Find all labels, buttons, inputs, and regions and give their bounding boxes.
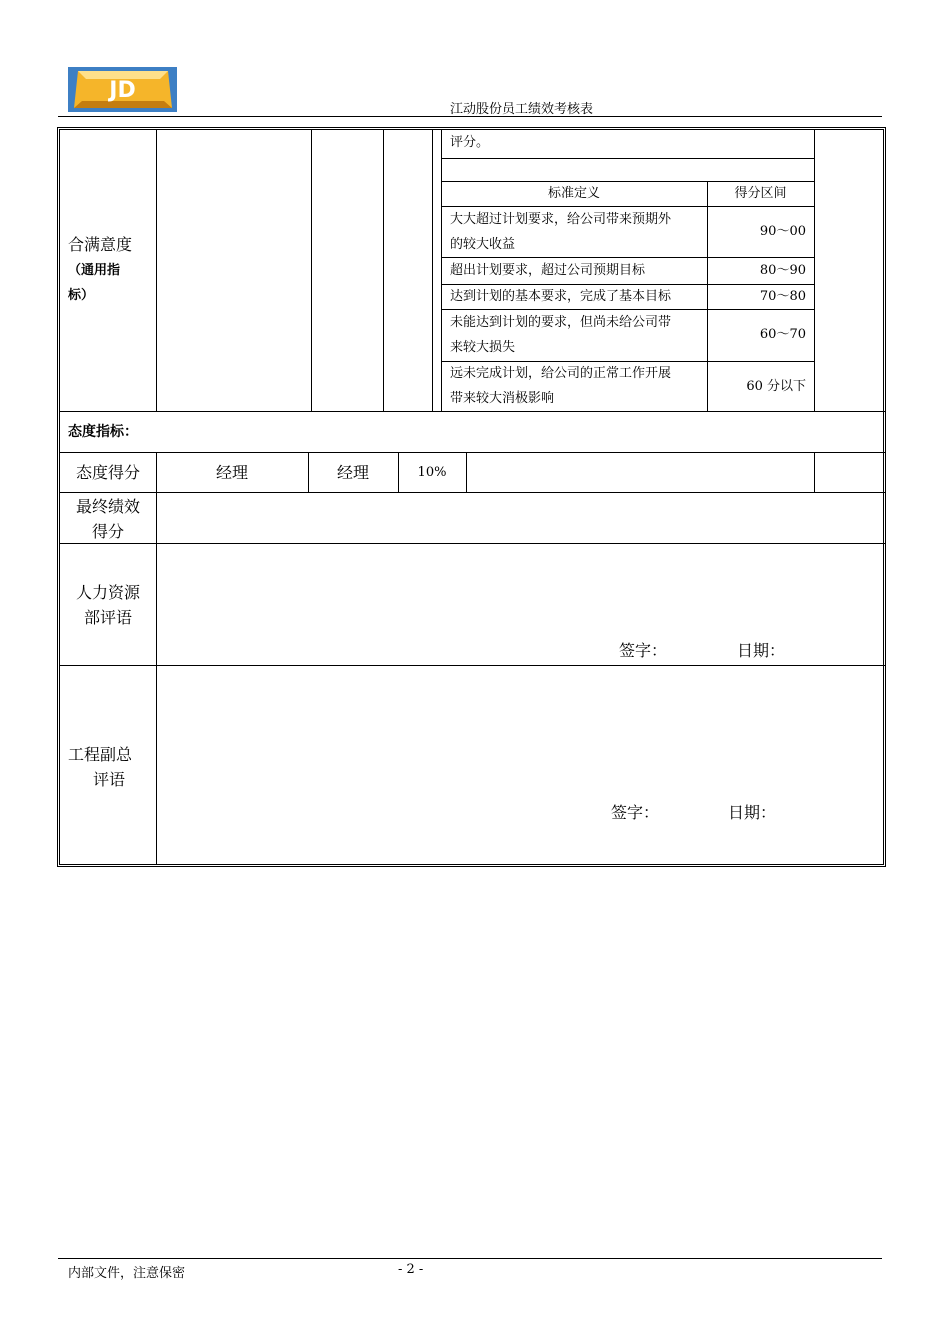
definition-text: 超出计划要求，超过公司预期目标 — [450, 263, 646, 278]
vp-comment-label: 工程副总 — [68, 745, 133, 764]
page-number: - 2 - — [398, 1262, 424, 1277]
attitude-score-cell[interactable] — [467, 453, 813, 491]
confidential-note: 内部文件，注意保密 — [68, 1266, 186, 1281]
column-divider — [156, 130, 157, 411]
definition-text: 达到计划的基本要求，完成了基本目标 — [450, 289, 672, 304]
logo-text: JD — [109, 78, 136, 103]
column-divider — [432, 130, 433, 411]
vp-signature-label: 签字： — [611, 803, 660, 822]
final-score-cell[interactable] — [157, 493, 885, 542]
attitude-weight: 10% — [417, 465, 447, 480]
definition-text: 来较大损失 — [450, 340, 516, 355]
attitude-reviewer: 经理 — [336, 463, 369, 482]
column-divider — [311, 130, 312, 411]
vp-comment-label: 评语 — [93, 770, 126, 789]
column-divider — [383, 130, 384, 411]
definition-text: 未能达到计划的要求，但尚未给公司带 — [450, 315, 672, 330]
satisfaction-sublabel: （通用指 — [68, 263, 121, 278]
column-divider — [814, 452, 815, 492]
final-score-label: 得分 — [91, 522, 124, 541]
company-logo — [68, 67, 177, 112]
definition-text: 的较大收益 — [450, 237, 516, 252]
subtable-row-line — [441, 158, 814, 159]
header-rule — [58, 116, 882, 117]
footer-rule — [58, 1258, 882, 1259]
range-header: 得分区间 — [734, 186, 787, 201]
score-range: 90～00 — [759, 224, 806, 239]
definition-text: 远未完成计划，给公司的正常工作开展 — [450, 366, 672, 381]
column-divider — [814, 130, 815, 411]
attitude-rater: 经理 — [215, 463, 248, 482]
score-range: 60 分以下 — [746, 379, 806, 394]
subtable-left-border — [441, 130, 442, 411]
satisfaction-label: 合满意度 — [68, 235, 133, 254]
score-range: 60～70 — [759, 327, 806, 342]
definition-text: 带来较大消极影响 — [450, 391, 555, 406]
hr-date-label: 日期： — [737, 641, 786, 660]
section-divider — [60, 411, 886, 412]
score-range: 80～90 — [759, 263, 806, 278]
final-score-label: 最终绩效 — [75, 497, 140, 516]
satisfaction-sublabel: 标） — [68, 288, 95, 303]
document-title: 江动股份员工绩效考核表 — [450, 102, 594, 117]
vp-date-label: 日期： — [728, 803, 777, 822]
attitude-section-title: 态度指标： — [68, 424, 138, 440]
hr-comment-label: 部评语 — [83, 608, 132, 627]
hr-signature-label: 签字： — [619, 641, 668, 660]
hr-comment-label: 人力资源 — [75, 583, 140, 602]
score-range: 70～80 — [759, 289, 806, 304]
definition-header: 标准定义 — [547, 186, 600, 201]
definition-text: 大大超过计划要求，给公司带来预期外 — [450, 212, 672, 227]
scoring-note: 评分。 — [450, 135, 490, 150]
vp-comment-area[interactable] — [157, 666, 885, 864]
attitude-score-label: 态度得分 — [75, 463, 140, 482]
